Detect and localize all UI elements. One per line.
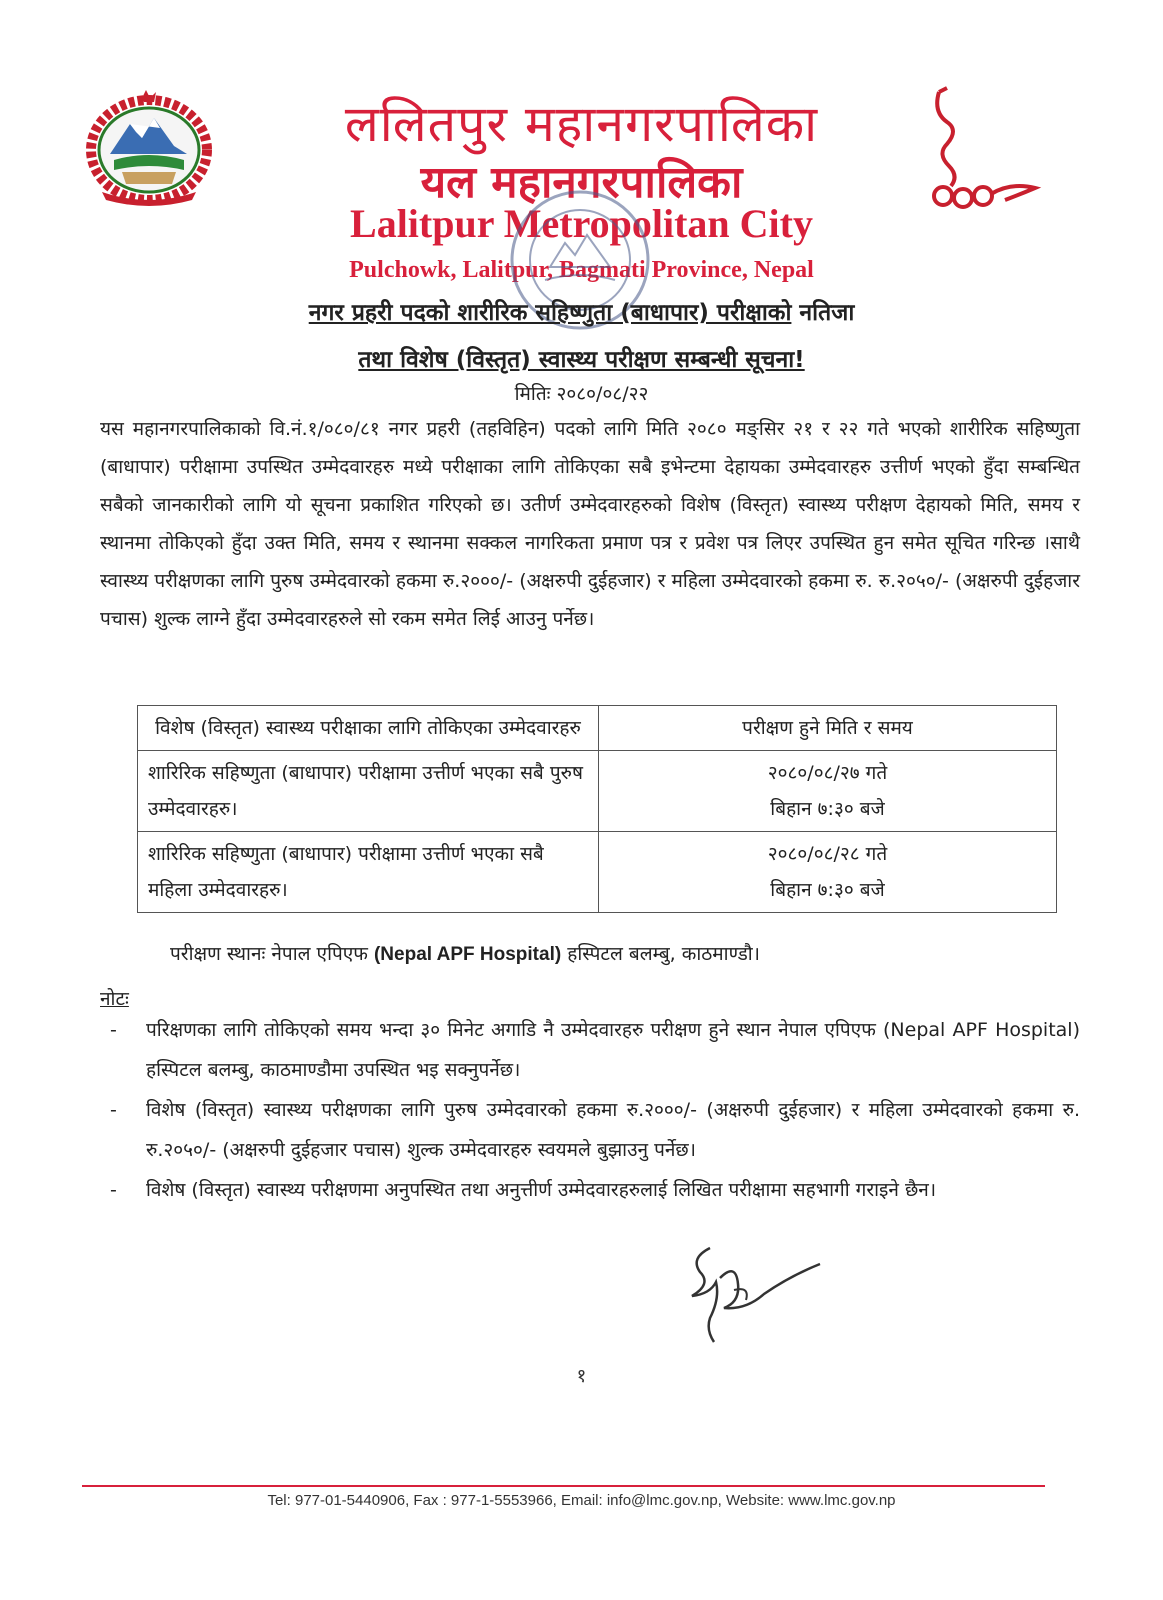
table-row [138, 751, 1057, 832]
notice-title-underlined: नगर प्रहरी पदको शारीरिक सहिष्णुता (बाधापार) परीक्षाको [308, 300, 792, 326]
table-cell-datetime [599, 751, 1057, 832]
table-cell-time: बिहान ७:३० बजे [770, 798, 885, 820]
org-name-newari: यल महानगरपालिका [420, 157, 743, 208]
notice-date: मितिः २०८०/०८/२२ [514, 383, 649, 405]
lalitpur-mark-icon [925, 82, 1045, 222]
org-name-nepali: ललितपुर महानगरपालिका [344, 95, 819, 153]
venue-suffix: हस्पिटल बलम्बु, काठमाण्डौ। [567, 943, 760, 965]
table-cell-date: २०८०/०८/२७ गते [767, 762, 888, 784]
table-cell-group: शारिरिक सहिष्णुता (बाधापार) परीक्षामा उत्तीर्ण भएका सबै पुरुष उम्मेदवारहरु। [138, 751, 599, 832]
page-number: १ [576, 1365, 587, 1387]
table-header-row [138, 706, 1057, 751]
notice-title-tail: नतिजा [799, 300, 855, 326]
notice-title-line1 [0, 295, 1163, 327]
venue-english: (Nepal APF Hospital) [373, 944, 562, 965]
table-cell-datetime [599, 832, 1057, 913]
schedule-table [137, 705, 1057, 913]
footer-contact: Tel: 977-01-5440906, Fax : 977-1-5553966, Email: info@lmc.gov.np, Website: www.lmc.gov.np [267, 1492, 896, 1509]
venue-prefix: परीक्षण स्थानः नेपाल एपिएफ [170, 943, 368, 965]
notes-list [100, 1010, 1080, 1210]
org-address: Pulchowk, Lalitpur, Bagmati Province, Nepal [349, 257, 814, 283]
table-cell-date: २०८०/०८/२८ गते [767, 843, 888, 865]
table-header-candidates: विशेष (विस्तृत) स्वास्थ्य परीक्षाका लागि तोकिएका उम्मेदवारहरु [138, 706, 599, 751]
table-header-datetime: परीक्षण हुने मिति र समय [599, 706, 1057, 751]
signature-icon [680, 1238, 830, 1348]
note-item: - विशेष (विस्तृत) स्वास्थ्य परीक्षणमा अनुपस्थित तथा अनुत्तीर्ण उम्मेदवारहरुलाई लिखित परीक्षामा सहभागी गराइने छैन। [100, 1170, 1080, 1210]
notice-body: यस महानगरपालिकाको वि.नं.१/०८०/८१ नगर प्रहरी (तहविहिन) पदको लागि मिति २०८० मङ्सिर २१ र २२ गते भएको शारीरिक सहिष्णुता (बाधापार) परीक्षामा उपस्थित उम्मेदवारहरु मध्ये परीक्षाका लागि तोकिएका सबै इभेन्टमा देहायका उम्मेदवारहरु उत्तीर्ण भएको हुँदा सम्बन्धित सबैको जानकारीको लागि यो सूचना प्रकाशित गरिएको छ। उतीर्ण उम्मेदवारहरुको विशेष (विस्तृत) स्वास्थ्य परीक्षण देहायको मिति, समय र स्थानमा तोकिएको हुँदा उक्त मिति, समय र स्थानमा सक्कल नागरिकता प्रमाण पत्र र प्रवेश पत्र लिएर उपस्थित हुन समेत सूचित गरिन्छ ।साथै स्वास्थ्य परीक्षणका लागि पुरुष उम्मेदवारको हकमा रु.२०००/- (अक्षरुपी दुईहजार) र महिला उम्मेदवारको हकमा रु. रु.२०५०/- (अक्षरुपी दुईहजार पचास) शुल्क लाग्ने हुँदा उम्मेदवारहरुले सो रकम समेत लिई आउनु पर्नेछ। [100, 418, 1080, 630]
notice-title-line2: तथा विशेष (विस्तृत) स्वास्थ्य परीक्षण सम्बन्धी सूचना! [358, 347, 805, 373]
footer-divider [82, 1485, 1045, 1487]
org-name-english: Lalitpur Metropolitan City [350, 201, 813, 246]
note-item: - विशेष (विस्तृत) स्वास्थ्य परीक्षणका लागि पुरुष उम्मेदवारको हकमा रु.२०००/- (अक्षरुपी दुईहजार) र महिला उम्मेदवारको हकमा रु. रु.२०५०/- (अक्षरुपी दुईहजार पचास) शुल्क उम्मेदवारहरु स्वयमले बुझाउनु पर्नेछ। [100, 1090, 1080, 1170]
notes-heading: नोटः [100, 988, 129, 1010]
table-cell-group: शारिरिक सहिष्णुता (बाधापार) परीक्षामा उत्तीर्ण भएका सबै महिला उम्मेदवारहरु। [138, 832, 599, 913]
table-cell-time: बिहान ७:३० बजे [770, 879, 885, 901]
table-row [138, 832, 1057, 913]
note-item: - परिक्षणका लागि तोकिएको समय भन्दा ३० मिनेट अगाडि नै उम्मेदवारहरु परीक्षण हुने स्थान नेपाल एपिएफ (Nepal APF Hospital) हस्पिटल बलम्बु, काठमाण्डौमा उपस्थित भइ सक्नुपर्नेछ। [100, 1010, 1080, 1090]
exam-venue [170, 940, 760, 966]
